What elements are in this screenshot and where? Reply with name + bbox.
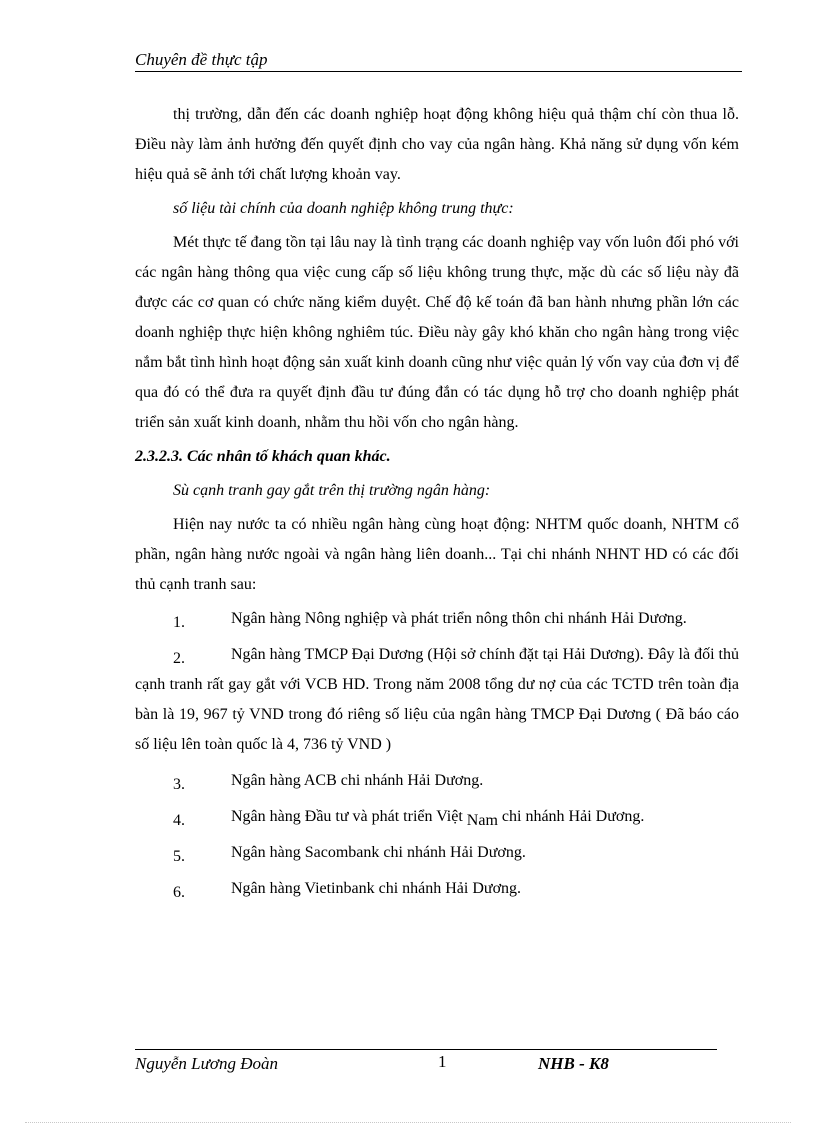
- list-number: 2.: [173, 650, 185, 667]
- list-number: 5.: [173, 848, 185, 865]
- page-number: 1: [438, 1052, 447, 1071]
- list-number: 4.: [173, 812, 185, 829]
- document-body: [135, 100, 739, 910]
- list-text: Ngân hàng Đầu tư và phát triển Việt: [231, 808, 467, 825]
- list-text-subscript: Nam: [466, 812, 498, 829]
- list-item: [135, 802, 739, 832]
- header-title: Chuyên đề thực tập: [135, 50, 268, 69]
- footer-class: NHB - K8: [538, 1054, 609, 1073]
- list-item: [135, 604, 739, 634]
- footer-author: Nguyễn Lương Đoàn: [135, 1054, 279, 1073]
- list-number: 3.: [173, 776, 185, 793]
- list-text: Ngân hàng TMCP Đại Dương (Hội sở chính đặt tại Hải Dương). Đây là đối thủ cạnh tranh rất gay gắt với VCB HD. Trong năm 2008 tổng dư nợ của các TCTD trên toàn địa bàn là 19, 967 tỷ VND trong đó riêng số liệu của ngân hàng TMCP Đại Dương ( Đã báo cáo số liệu lên toàn quốc là 4, 736 tỷ VND ): [135, 646, 739, 753]
- list-text: Ngân hàng Sacombank chi nhánh Hải Dương.: [231, 844, 526, 861]
- footer-divider: [135, 1049, 717, 1050]
- subheading-financial-data: số liệu tài chính của doanh nghiệp không trung thực:: [173, 200, 514, 217]
- section-heading: 2.3.2.3. Các nhân tố khách quan khác.: [135, 448, 391, 465]
- list-text: Ngân hàng Vietinbank chi nhánh Hải Dương.: [231, 880, 522, 897]
- page-header: [135, 50, 742, 72]
- paragraph-financial-data: Mét thực tế đang tồn tại lâu nay là tình trạng các doanh nghiệp vay vốn luôn đối phó với các ngân hàng thông qua việc cung cấp số liệu không trung thực, mặc dù các số liệu này đã được các cơ quan có chức năng kiểm duyệt. Chế độ kế toán đã ban hành nhưng phần lớn các doanh nghiệp thực hiện không nghiêm túc. Điều này gây khó khăn cho ngân hàng trong việc nắm bắt tình hình hoạt động sản xuất kinh doanh cũng như việc quản lý vốn vay của đơn vị để qua đó có thể đưa ra quyết định đầu tư đúng đắn có tác dụng hỗ trợ cho doanh nghiệp phát triển sản xuất kinh doanh, nhằm thu hồi vốn cho ngân hàng.: [135, 234, 739, 431]
- list-text: Ngân hàng Nông nghiệp và phát triển nông thôn chi nhánh Hải Dương.: [231, 610, 687, 627]
- list-text: chi nhánh Hải Dương.: [497, 808, 645, 825]
- list-item: [135, 640, 739, 760]
- paragraph-competition: Hiện nay nước ta có nhiều ngân hàng cùng hoạt động: NHTM quốc doanh, NHTM cổ phần, ngân hàng nước ngoài và ngân hàng liên doanh... Tại chi nhánh NHNT HD có các đối thủ cạnh tranh sau:: [135, 516, 739, 593]
- list-number: 1.: [173, 614, 185, 631]
- list-item: [135, 766, 739, 796]
- paragraph-continuation: thị trường, dẫn đến các doanh nghiệp hoạt động không hiệu quả thậm chí còn thua lỗ. Điều này làm ảnh hưởng đến quyết định cho vay của ngân hàng. Khả năng sử dụng vốn kém hiệu quả sẽ ảnh tới chất lượng khoản vay.: [135, 106, 739, 183]
- page-footer: [135, 1054, 717, 1076]
- list-number: 6.: [173, 884, 185, 901]
- list-item: [135, 838, 739, 868]
- list-item: [135, 874, 739, 904]
- list-text: Ngân hàng ACB chi nhánh Hải Dương.: [231, 772, 484, 789]
- subheading-competition: Sù cạnh tranh gay gắt trên thị trường ngân hàng:: [173, 482, 491, 499]
